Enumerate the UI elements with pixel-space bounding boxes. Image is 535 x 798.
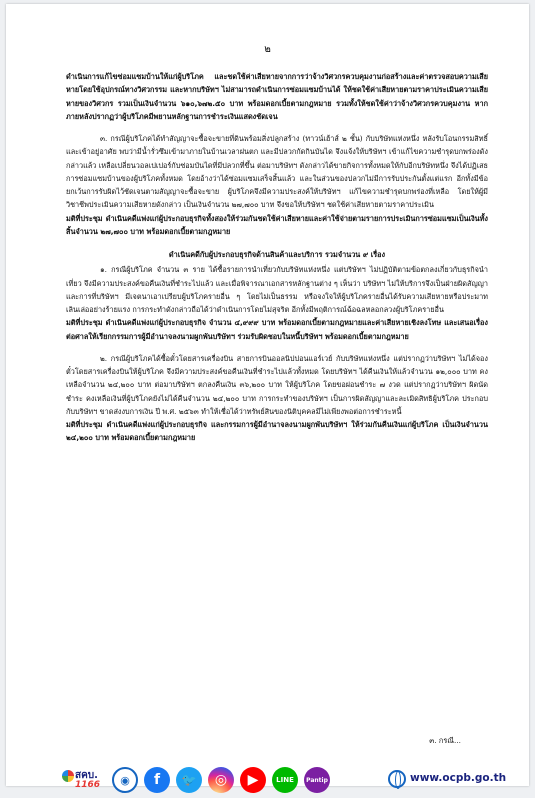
- line-label: LINE: [276, 776, 294, 784]
- paragraph-1: ดำเนินการแก้ไขซ่อมแซมบ้านให้แก่ผู้บริโภค และชดใช้ค่าเสียหายจากการว่าจ้างวิศวกรควบคุมงานก่อสร้างและค่าตรวจสอบความเสียหายโดยใช้อุปกรณ์ทางวิศวกรรม และหากบริษัทฯ ไม่สามารถดำเนินการซ่อมแซมบ้านได้ ให้ชดใช้ค่าเสียหายตามราคาประเมินความเสียหายของวิศวกร รวมเป็นเงินจำนวน ๖๑๐,๖๗๒.๕๐ บาท พร้อมดอกเบี้ยตามกฎหมาย รวมทั้งให้ชดใช้ค่าว่าจ้างวิศวกรควบคุมงาน หากภายหลังปรากฏว่าผู้บริโภคมีพยานหลักฐานการชำระเงินแสดงชัดเจน: [66, 72, 488, 121]
- ocpb-mark-icon: [62, 770, 74, 782]
- paragraph-section-case-1-resolution: มติที่ประชุม ดำเนินคดีแพ่งแก่ผู้ประกอบธุรกิจ จำนวน ๔,๙๙๙ บาท พร้อมดอกเบี้ยตามกฎหมายและค่าเสียหายเชิงลงโทษ และเสนอเรื่องต่อศาลให้เรียกกรรมการผู้มีอำนาจลงนามผูกพันบริษัทฯ ร่วมรับผิดชอบในหนี้บริษัทฯ พร้อมดอกเบี้ยตามกฎหมาย: [66, 318, 488, 341]
- hotline-number: 1166: [75, 780, 101, 790]
- page-number: ๒: [264, 44, 271, 55]
- line-icon[interactable]: [272, 767, 298, 793]
- document-page: [6, 4, 529, 786]
- ocpb-logo-icon[interactable]: ◉: [112, 767, 138, 793]
- hotline-abbr: สคบ.: [75, 770, 98, 781]
- paragraph-case-3-resolution: มติที่ประชุม ดำเนินคดีแพ่งแก่ผู้ประกอบธุรกิจทั้งสองให้ร่วมกันชดใช้ค่าเสียหายและค่าใช้จ่ายตามรายการประเมินการซ่อมแซมเป็นเงินทั้งสิ้นจำนวน ๒๗,๗๐๐ บาท พร้อมดอกเบี้ยตามกฎหมาย: [66, 213, 488, 236]
- facebook-icon[interactable]: f: [144, 767, 170, 793]
- youtube-icon[interactable]: ▶: [240, 767, 266, 793]
- paragraph-section-case-1: ๑. กรณีผู้บริโภค จำนวน ๓ ราย ได้ซื้อรายการนำเที่ยวกับบริษัทแห่งหนึ่ง แต่บริษัทฯ ไม่ปฏิบัติตามข้อตกลงเกี่ยวกับธุรกิจนำเที่ยว จึงมีความประสงค์ขอคืนเงินที่ชำระไปแล้ว และเมื่อพิจารณาเอกสารหลักฐานต่าง ๆ เห็นว่า บริษัทฯ ไม่ให้บริการจึงเป็นฝ่ายผิดสัญญา และการที่บริษัทฯ มีเจตนาเอาเปรียบผู้บริโภครายอื่น ๆ โดยไม่เป็นธรรม หรือจงใจให้ผู้บริโภครายอื่นได้รับความเสียหายหรือประมาทเลินเล่ออย่างร้ายแรง การกระทำดังกล่าวถือได้ว่าดำเนินการโดยไม่สุจริต อีกทั้งมีพฤติการณ์ฉ้อฉลหลอกลวงผู้บริโภครายอื่น: [66, 265, 488, 314]
- website-link[interactable]: [388, 770, 507, 790]
- pantip-icon[interactable]: [304, 767, 330, 793]
- instagram-icon[interactable]: ◎: [208, 767, 234, 793]
- pantip-label: Pantip: [306, 776, 328, 784]
- footer-bar: [60, 764, 507, 798]
- paragraph-case-3: ๓. กรณีผู้บริโภคได้ทำสัญญาจะซื้อจะขายที่ดินพร้อมสิ่งปลูกสร้าง (ทาวน์เฮ้าส์ ๒ ชั้น) กับบริษัทแห่งหนึ่ง หลังรับโอนกรรมสิทธิ์และเข้าอยู่อาศัย พบว่ามีน้ำรั่วซึมเข้ามาภายในบ้านเวลาฝนตก และมีปลวกกัดกินบันได จึงแจ้งให้บริษัทฯ เข้าแก้ไขความชำรุดบกพร่องดังกล่าวแล้ว เหลือเปลี่ยนวอลเปเปอร์กับซ่อมบันไดที่มีปลวกที่ขึ้น ต่อมาบริษัทฯ ดังกล่าวได้ขายกิจการทั้งหมดให้กับอีกบริษัทหนึ่ง จึงได้ปฏิเสธการซ่อมแซมบ้านของผู้บริโภคทั้งหมด โดยอ้างว่าได้ซ่อมแซมเสร็จสิ้นแล้ว และในส่วนของปลวกไม่มีการรับประกันตั้งแต่แรก อีกทั้งมีข้อยกเว้นการรับผิดไว้ชัดเจนตามสัญญาจะซื้อจะขาย ผู้บริโภคจึงมีความประสงค์ให้บริษัทฯ แก้ไขความชำรุดบกพร่องที่เหลือ โดยให้ผู้มีวิชาชีพประเมินความเสียหายดังกล่าว เป็นเงินจำนวน ๒๗,๗๐๐ บาท จึงขอให้บริษัทฯ ชดใช้ค่าเสียหายตามราคาประเมิน: [66, 134, 488, 210]
- section-heading: ดำเนินคดีกับผู้ประกอบธุรกิจด้านสินค้าและบริการ รวมจำนวน ๙ เรื่อง: [168, 250, 386, 259]
- paragraph-section-case-2: ๒. กรณีผู้บริโภคได้ซื้อตั๋วโดยสารเครื่องบิน สายการบินออลนิปปอนแอร์เวย์ กับบริษัทแห่งหนึ่ง แต่ปรากฏว่าบริษัทฯ ไม่ได้จองตั๋วโดยสารเครื่องบินให้ผู้บริโภค จึงมีความประสงค์ขอคืนเงินที่ชำระไปแล้วทั้งหมด โดยบริษัทฯ ได้คืนเงินให้แล้วจำนวน ๑๒,๐๐๐ บาท คงเหลือจำนวน ๒๔,๒๐๐ บาท ต่อมาบริษัทฯ ตกลงคืนเงิน ๓๖,๒๐๐ บาท ให้ผู้บริโภค โดยขอผ่อนชำระ ๗ งวด แต่ปรากฏว่าบริษัทฯ ผิดนัดชำระ คงเหลือเงินที่ผู้บริโภคยังไม่ได้คืนจำนวน ๒๔,๒๐๐ บาท การกระทำของบริษัทฯ เป็นการผิดสัญญาและละเมิดสิทธิผู้บริโภค ประกอบกับบริษัทฯ ขาดส่งงบการเงิน ปี พ.ศ. ๒๕๖๓ ทำให้เชื่อได้ว่าทรัพย์สินของนิติบุคคลมีไม่เพียงพอต่อการชำระหนี้: [66, 353, 488, 416]
- website-url: www.ocpb.go.th: [410, 772, 507, 784]
- paragraph-section-case-2-resolution: มติที่ประชุม ดำเนินคดีแพ่งแก่ผู้ประกอบธุรกิจ และกรรมการผู้มีอำนาจลงนามผูกพันบริษัทฯ ให้ร่วมกันคืนเงินแก่ผู้บริโภค เป็นเงินจำนวน ๒๔,๒๐๐ บาท พร้อมดอกเบี้ยตามกฎหมาย: [66, 420, 488, 443]
- continuation-text: ๓. กรณี...: [429, 736, 461, 745]
- document-body: [66, 70, 488, 445]
- ocpb-hotline-logo[interactable]: [62, 768, 102, 794]
- twitter-icon[interactable]: 🐦: [176, 767, 202, 793]
- globe-icon: [388, 770, 406, 788]
